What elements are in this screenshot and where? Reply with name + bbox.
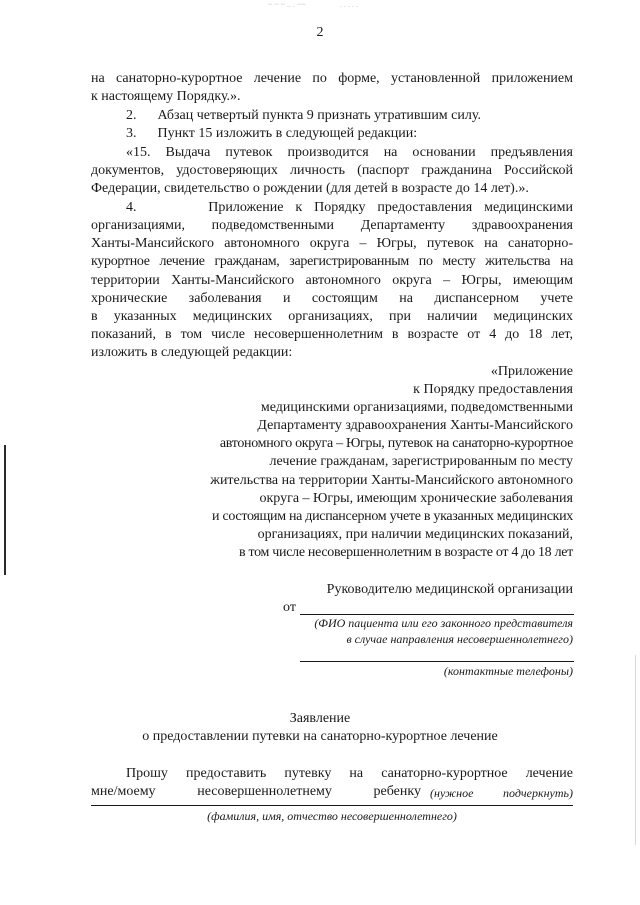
appendix-line: и состоящим на диспансерном учете в указанных медицинских [212, 509, 573, 524]
scan-edge-mark [4, 445, 6, 575]
scan-mark: . . . . . [340, 0, 358, 9]
page-number: 2 [316, 25, 324, 40]
child-name-line [91, 805, 573, 806]
body-line: курортное лечение гражданам, зарегистрированным по месту жительства на [91, 254, 573, 269]
appendix-line: в том числе несовершеннолетним в возрасте от 4 до 18 лет [238, 545, 573, 560]
appendix-line: жительства на территории Ханты-Мансийского автономного [210, 473, 573, 488]
scan-mark: ~ ~ ~ .. . ~~ [268, 0, 306, 9]
field-caption: (ФИО пациента или его законного представителя [314, 616, 573, 630]
appendix-line: автономного округа – Югры, путевок на санаторно-курортное [219, 436, 573, 451]
appendix-line: «Приложение [490, 364, 573, 379]
body-line: к настоящему Порядку.». [91, 89, 241, 104]
body-line: показаний, в том числе несовершеннолетним в возрасте от 4 до 18 лет, [91, 327, 573, 342]
statement-subtitle: о предоставлении путевки на санаторно-курортное лечение [142, 729, 498, 744]
appendix-line: медицинскими организациями, подведомственными [260, 400, 573, 415]
body-line: в указанных медицинских организациях, при наличии медицинских [91, 309, 573, 324]
appendix-line: лечение гражданам, зарегистрированным по месту [269, 454, 573, 469]
scan-edge-mark [635, 655, 636, 845]
request-line: Прошу предоставить путевку на санаторно-курортное лечение [126, 766, 573, 781]
body-line: 2. Абзац четвертый пункта 9 признать утратившим силу. [126, 108, 481, 123]
from-label: от [283, 600, 296, 615]
statement-title: Заявление [289, 711, 351, 726]
appendix-line: округа – Югры, имеющим хронические заболевания [259, 491, 573, 506]
appendix-line: Департаменту здравоохранения Ханты-Мансийского [257, 418, 573, 433]
body-line: организациями, подведомственными Департаменту здравоохранения [91, 218, 573, 233]
field-caption: (фамилия, имя, отчество несовершеннолетнего) [207, 809, 457, 823]
body-line: на санаторно-курортное лечение по форме, установленной приложением [91, 71, 573, 86]
body-line: 3. Пункт 15 изложить в следующей редакции: [126, 126, 418, 141]
request-note: (нужное подчеркнуть) [430, 786, 573, 800]
body-line: Ханты-Мансийского автономного округа – Югры, путевок на санаторно- [91, 236, 573, 251]
appendix-line: организациях, при наличии медицинских показаний, [257, 527, 573, 542]
body-line: документов, удостоверяющих личность (паспорт гражданина Российской [91, 163, 573, 178]
body-line: изложить в следующей редакции: [91, 345, 293, 360]
phone-line [300, 661, 574, 662]
field-caption: (контактные телефоны) [443, 664, 573, 678]
addressee: Руководителю медицинской организации [326, 582, 573, 597]
body-line: «15. Выдача путевок производится на основании предъявления [126, 145, 573, 160]
body-line: хронические заболевания и состоящим на диспансерном учете [91, 291, 573, 306]
request-line: мне/моему несовершеннолетнему ребенку [91, 784, 421, 799]
appendix-line: к Порядку предоставления [413, 382, 573, 397]
body-line: территории Ханты-Мансийского автономного округа – Югры, имеющим [91, 273, 573, 288]
body-line: 4. Приложение к Порядку предоставления медицинскими [126, 200, 573, 215]
field-caption: в случае направления несовершеннолетнего) [346, 632, 573, 646]
body-line: Федерации, свидетельство о рождении (для детей в возрасте до 14 лет).». [91, 181, 529, 196]
